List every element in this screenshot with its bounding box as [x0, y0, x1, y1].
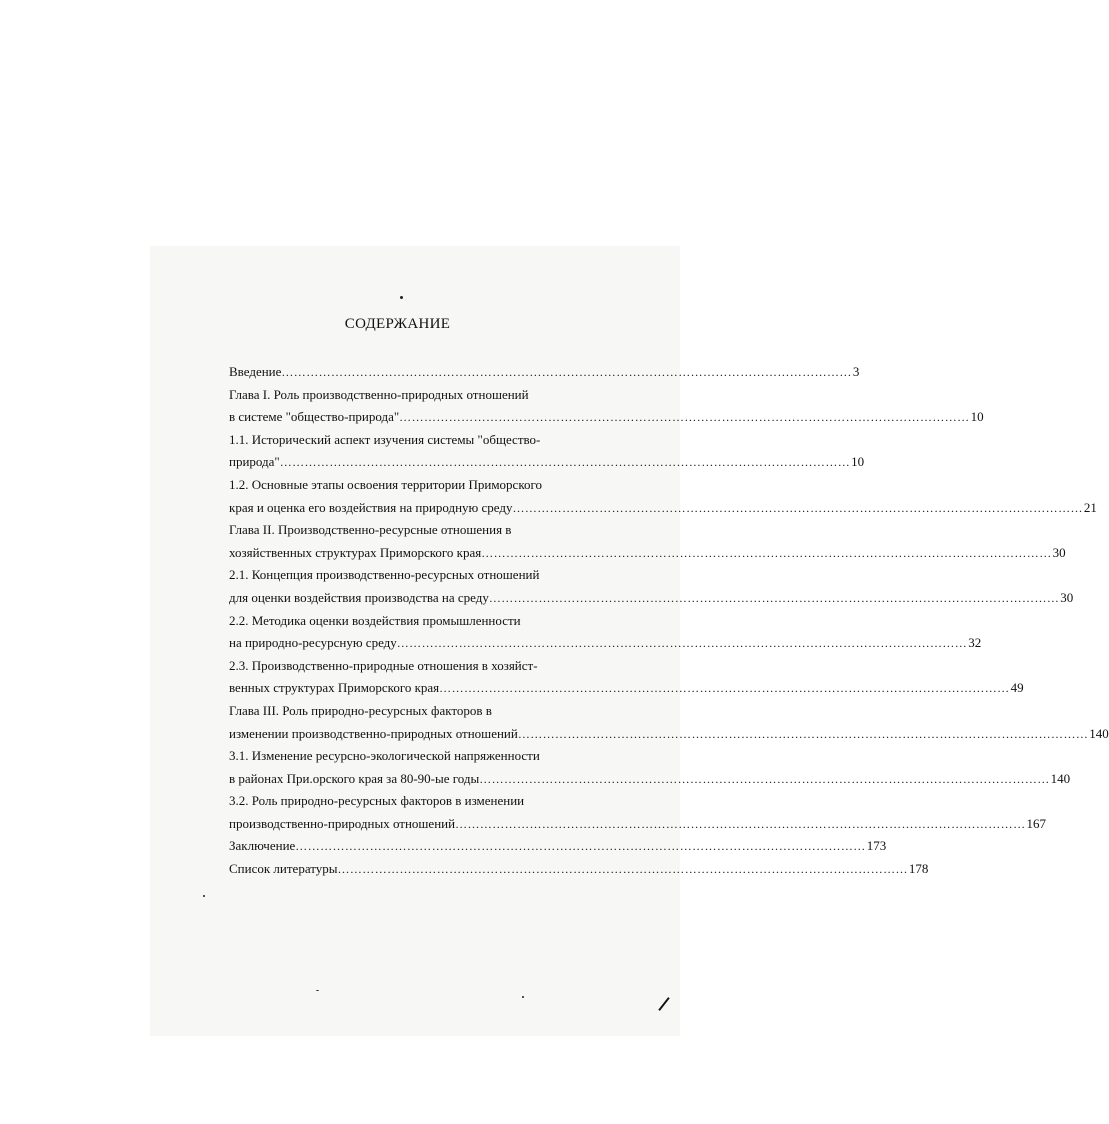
- toc-entry-text: 1.1. Исторический аспект изучения системы "общество-: [229, 431, 541, 447]
- toc-entry: [229, 725, 1109, 748]
- toc-dot-leader: …………………………………………………………………………………………………………………………: [512, 500, 1083, 515]
- toc-dot-leader: …………………………………………………………………………………………………………………………: [488, 590, 1060, 605]
- toc-dot-leader: …………………………………………………………………………………………………………………………: [399, 410, 970, 425]
- toc-entry-text: производственно-природных отношений: [229, 815, 456, 831]
- table-of-contents: [229, 363, 1109, 883]
- toc-entry: [229, 589, 1074, 612]
- toc-entry-text: 3.1. Изменение ресурсно-экологической напряженности: [229, 748, 540, 764]
- toc-entry-text: 2.1. Концепция производственно-ресурсных отношений: [229, 567, 540, 583]
- toc-entry: [229, 792, 643, 815]
- toc-page-number: 32: [968, 635, 982, 651]
- toc-page-number: 3: [852, 364, 860, 379]
- toc-entry: [229, 453, 865, 476]
- toc-page-number: 30: [1052, 544, 1066, 560]
- toc-entry: [229, 837, 887, 860]
- toc-entry-text: 2.2. Методика оценки воздействия промышленности: [229, 612, 521, 628]
- toc-entry-text: 2.3. Производственно-природные отношения в хозяйст-: [229, 657, 538, 673]
- scan-speck: [316, 990, 319, 991]
- toc-entry: [229, 860, 929, 883]
- toc-entry-text: изменении производственно-природных отношений: [229, 725, 518, 741]
- toc-entry: [229, 634, 982, 657]
- toc-entry: [229, 386, 643, 409]
- toc-page-number: 178: [908, 861, 929, 877]
- toc-entry-text: 1.2. Основные этапы освоения территории Приморского: [229, 476, 542, 492]
- toc-page-number: 21: [1083, 499, 1097, 515]
- toc-entry-text: хозяйственных структурах Приморского края: [229, 544, 482, 560]
- toc-entry-text: Введение: [229, 364, 282, 379]
- toc-dot-leader: …………………………………………………………………………………………………………………………: [455, 816, 1026, 831]
- toc-entry: [229, 363, 860, 386]
- scan-speck: [400, 296, 403, 299]
- toc-entry-text: венных структурах Приморского края: [229, 680, 440, 696]
- toc-entry-text: природа": [229, 454, 280, 470]
- toc-entry: [229, 544, 1066, 567]
- toc-entry: [229, 408, 984, 431]
- toc-page-number: 49: [1010, 680, 1024, 696]
- toc-entry: [229, 679, 1024, 702]
- toc-entry-text: Глава I. Роль производственно-природных отношений: [229, 386, 529, 402]
- toc-dot-leader: …………………………………………………………………………………………………………………………: [396, 636, 968, 651]
- toc-page-number: 167: [1026, 815, 1046, 831]
- toc-page-number: 140: [1089, 725, 1109, 741]
- toc-dot-leader: …………………………………………………………………………………………………………………………: [281, 365, 852, 379]
- toc-dot-leader: …………………………………………………………………………………………………………………………: [279, 455, 851, 470]
- toc-page-number: 10: [970, 409, 984, 425]
- toc-entry-text: Глава III. Роль природно-ресурсных факторов в: [229, 702, 492, 718]
- page-title: СОДЕРЖАНИЕ: [344, 316, 451, 332]
- toc-entry-text: Заключение: [229, 838, 296, 854]
- scan-speck: [203, 895, 205, 897]
- toc-entry-text: Глава II. Производственно-ресурсные отношения в: [229, 522, 512, 538]
- scan-speck: [522, 996, 524, 998]
- toc-entry: [229, 815, 1046, 838]
- toc-entry: [229, 499, 1097, 522]
- toc-entry: [229, 521, 643, 544]
- toc-page-number: 30: [1060, 589, 1074, 605]
- toc-entry-text: 3.2. Роль природно-ресурсных факторов в изменении: [229, 793, 525, 809]
- toc-entry: [229, 566, 643, 589]
- toc-page-number: 10: [851, 454, 865, 470]
- toc-entry-text: в системе "общество-природа": [229, 409, 400, 425]
- toc-entry: [229, 657, 643, 680]
- toc-entry-text: Список литературы: [229, 861, 338, 877]
- toc-entry: [229, 476, 643, 499]
- toc-entry-text: края и оценка его воздействия на природную среду: [229, 499, 513, 515]
- toc-entry: [229, 612, 643, 635]
- toc-dot-leader: …………………………………………………………………………………………………………………………: [337, 862, 908, 877]
- toc-entry: [229, 770, 1071, 793]
- toc-dot-leader: …………………………………………………………………………………………………………………………: [295, 839, 866, 854]
- toc-entry-text: на природно-ресурсную среду: [229, 635, 397, 651]
- toc-dot-leader: …………………………………………………………………………………………………………………………: [517, 726, 1089, 741]
- toc-dot-leader: …………………………………………………………………………………………………………………………: [479, 771, 1050, 786]
- toc-page-number: 140: [1050, 770, 1071, 786]
- toc-entry-text: для оценки воздействия производства на среду: [229, 589, 489, 605]
- toc-entry: [229, 431, 643, 454]
- toc-dot-leader: …………………………………………………………………………………………………………………………: [439, 681, 1010, 696]
- toc-page-number: 173: [866, 838, 887, 854]
- toc-entry: [229, 702, 643, 725]
- toc-entry: [229, 747, 643, 770]
- toc-dot-leader: …………………………………………………………………………………………………………………………: [481, 545, 1052, 560]
- toc-entry-text: в районах При.орского края за 80-90-ые годы: [229, 770, 480, 786]
